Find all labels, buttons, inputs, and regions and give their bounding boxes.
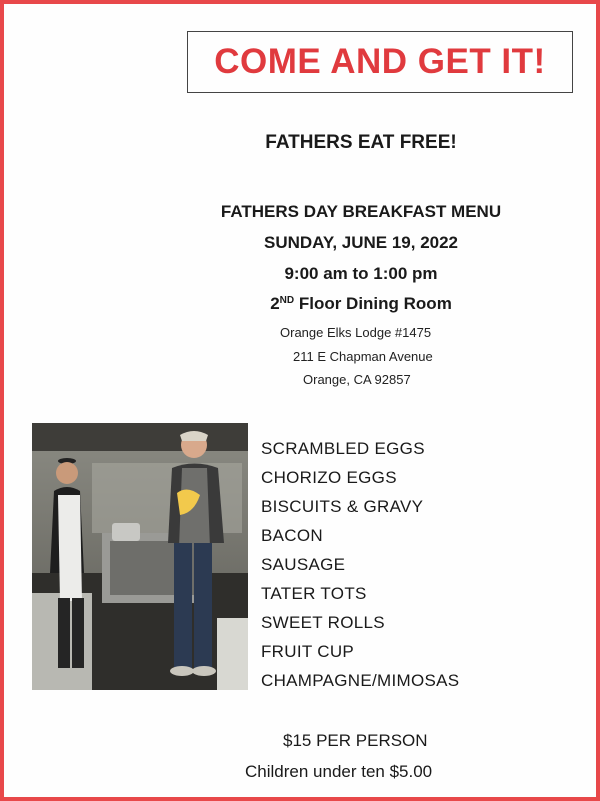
adult-price: $15 PER PERSON — [283, 731, 428, 750]
menu-item: FRUIT CUP — [261, 642, 355, 661]
venue-street: 211 E Chapman Avenue — [293, 349, 433, 364]
menu-item: SWEET ROLLS — [261, 613, 385, 632]
venue-name: Orange Elks Lodge #1475 — [280, 325, 432, 340]
kitchen-photo — [32, 423, 248, 690]
room-floor-suffix: ND — [279, 295, 295, 306]
menu-item: CHAMPAGNE/MIMOSAS — [261, 671, 460, 690]
menu-item: BISCUITS & GRAVY — [261, 497, 424, 516]
room-floor-number: 2 — [270, 294, 280, 313]
room-name: Floor Dining Room — [294, 294, 452, 313]
children-price: Children under ten $5.00 — [245, 762, 433, 781]
event-time: 9:00 am to 1:00 pm — [284, 264, 438, 283]
tagline: FATHERS EAT FREE! — [265, 132, 457, 153]
headline-box — [187, 31, 573, 93]
menu-item: TATER TOTS — [261, 584, 367, 603]
menu-title: FATHERS DAY BREAKFAST MENU — [220, 202, 502, 221]
kitchen-photo-illustration — [32, 423, 248, 690]
menu-item: CHORIZO EGGS — [261, 468, 397, 487]
venue-city: Orange, CA 92857 — [303, 372, 411, 387]
menu-list — [261, 434, 459, 695]
menu-item: SAUSAGE — [261, 555, 346, 574]
menu-item: BACON — [261, 526, 323, 545]
menu-item: SCRAMBLED EGGS — [261, 439, 425, 458]
event-room — [61, 294, 600, 314]
event-date: SUNDAY, JUNE 19, 2022 — [263, 233, 459, 252]
headline: COME AND GET IT! — [214, 42, 546, 81]
